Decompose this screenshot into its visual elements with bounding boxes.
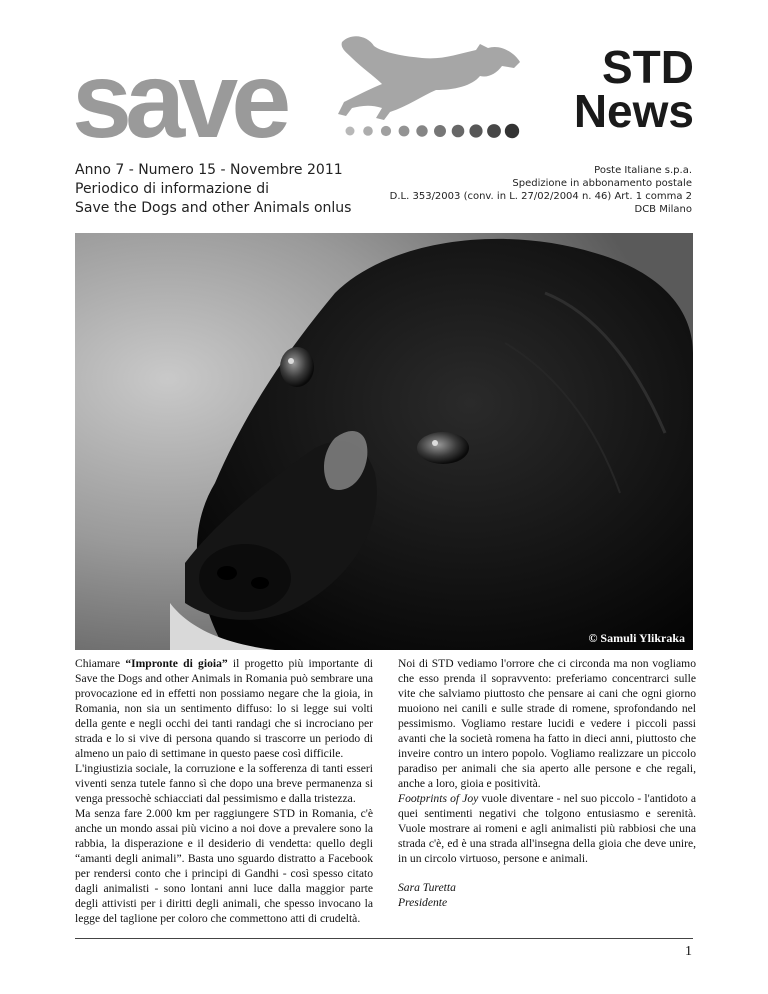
issue-info [75,161,351,218]
article-paragraph-1: Chiamare “Impronte di gioia” il progetto più importante di Save the Dogs and other Animals in Romania può sembrare una provocazione ed in effetti non possiamo negare che la gioia, in Romania, non sia un sentimento diffuso: lo si legge sui volti della gente e negli occhi dei tanti randagi che si incrociano per strada e lo si vive di persona quando si trascorre un periodo di almeno un paio di settimane in questo paese così difficile. [75,657,373,760]
issue-line-1: Anno 7 - Numero 15 - Novembre 2011 [75,162,343,178]
photo-credit: © Samuli Ylikraka [588,631,685,645]
project-name: “Impronte di gioia” [125,657,228,670]
std-news-title [573,41,694,137]
postal-line-2: Spedizione in abbonamento postale [512,178,692,189]
dog-photo [75,233,693,650]
footer-rule [75,938,693,939]
signature [398,880,696,910]
postal-info [390,164,692,216]
article-paragraph-3: Ma senza fare 2.000 km per raggiungere STD in Romania, c'è anche un mondo assai più vicino a noi dove a prevalere sono la rabbia, la disperazione e il desiderio di vendetta: quello degli “amanti degli animali”. Basta uno sguardo distratto a Facebook per rendersi conto che i principi di Gandhi - così spesso citato dagli animalisti - sono lontani anni luce dalla maggior parte degli attivisti per i diritti degli animali, che spesso invocano la legge del taglione per coloro che commettono atti di crudeltà. [75,807,373,925]
dog-photo-image [75,233,693,650]
running-dog-icon [330,30,530,125]
article-paragraph-4: Footprints of Joy vuole diventare - nel suo piccolo - l'antidoto a quei sentimenti negativi che tolgono entusiasmo e serenità. Vuole mostrare ai romeni e agli animalisti più rabbiosi che una strada c'è, ed è una strada all'insegna della gioia che deve unire, in un circolo virtuoso, persone e animali. [398,792,696,865]
article-paragraph-2: L'ingiustizia sociale, la corruzione e la sofferenza di tanti esseri viventi senza tutele fanno sì che dopo una breve permanenza si venga pressochè schiacciati dal pessimismo e dalla tristezza. [75,762,373,805]
project-english-name: Footprints of Joy [398,792,479,805]
issue-line-3: Save the Dogs and other Animals onlus [75,200,352,216]
postal-line-1: Poste Italiane s.p.a. [594,165,692,176]
article-column-left [75,656,373,926]
logo-dots [342,121,524,141]
issue-line-2: Periodico di informazione di [75,181,269,197]
save-logo-text: save [72,39,285,160]
postal-line-4: DCB Milano [634,204,692,215]
postal-line-3: D.L. 353/2003 (conv. in L. 27/02/2004 n. 46) Art. 1 comma 2 [389,191,692,202]
title-std: STD [602,41,694,93]
title-news: News [573,84,694,137]
signature-role: Presidente [398,896,448,909]
page-number: 1 [685,944,692,959]
signature-name: Sara Turetta [398,881,456,894]
article-column-right [398,656,696,910]
article-paragraph-3-continued: Noi di STD vediamo l'orrore che ci circonda ma non vogliamo che esso prenda il sopravvento: preferiamo concentrarci sulle vite che salviamo piuttosto che pensare ai cani che ogni giorno muoiono nei canili e sulle strade di romene, sprofondando nel pessimismo. Vogliamo restare lucidi e vedere i piccoli passi avanti che la società romena ha fatto in dieci anni, piuttosto che inveire contro un intero popolo. Vogliamo realizzare un piccolo paradiso per animali che sia aperto alle persone e che regali, anche a loro, gioia e positività. [398,657,696,790]
